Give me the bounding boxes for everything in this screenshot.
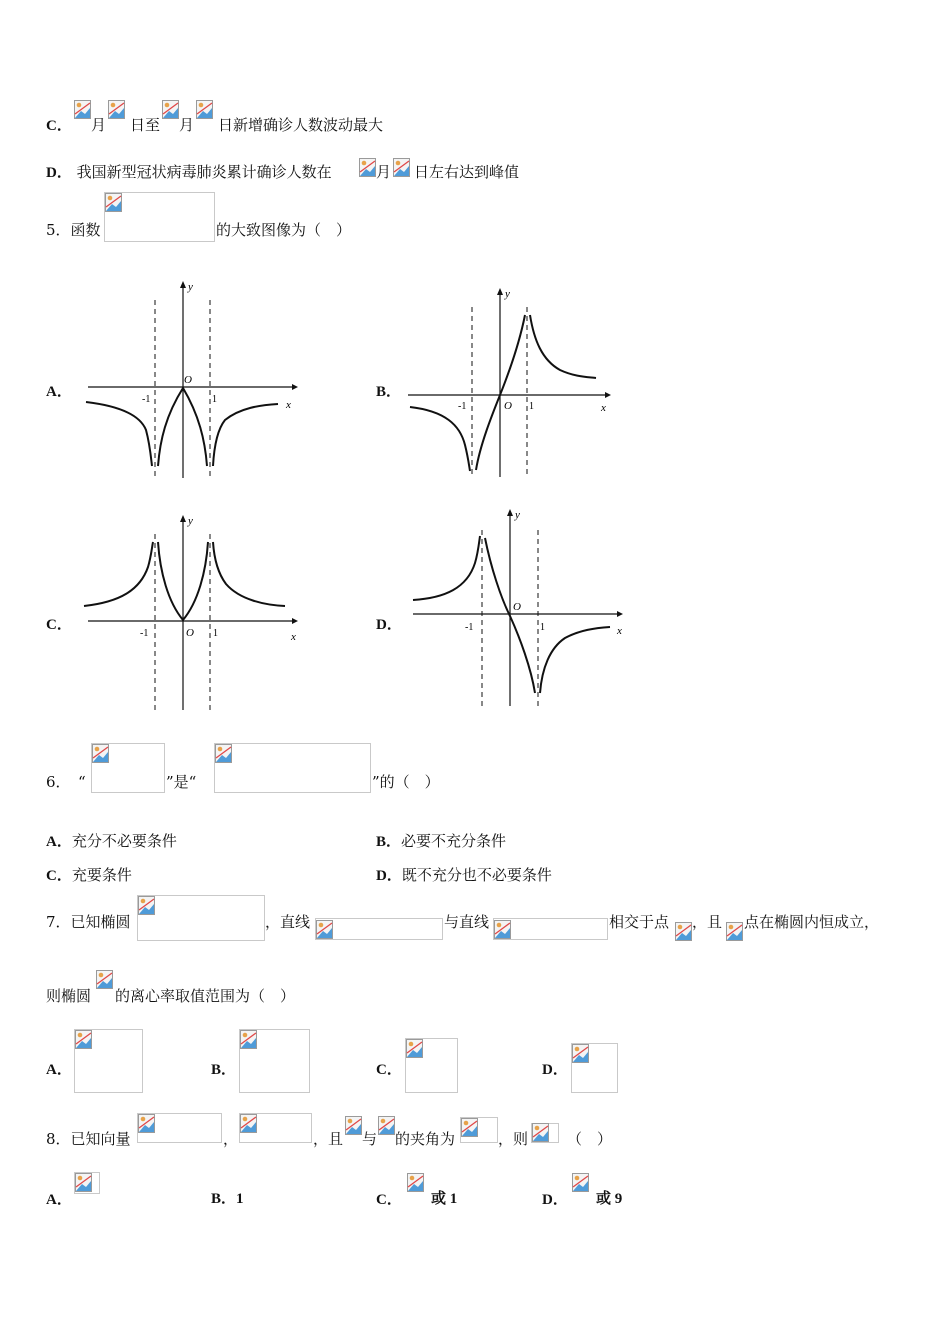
x-axis-arrow <box>292 618 298 624</box>
q7-line2-end <box>115 986 295 1006</box>
q8-text3 <box>313 1129 343 1149</box>
q8-option-d-text <box>596 1188 622 1209</box>
q8-option-c-text <box>431 1188 457 1209</box>
q8-text1: 已知向量 <box>70 1130 131 1148</box>
broken-image-icon <box>92 744 109 763</box>
q7-text6 <box>744 912 879 932</box>
q7-and: ，且 <box>692 913 723 931</box>
question-number: 5． <box>46 221 71 239</box>
curve-left <box>413 536 480 600</box>
tick-label-neg1: -1 <box>465 622 474 633</box>
q7-text5 <box>692 912 722 932</box>
option-label: C． <box>46 118 72 134</box>
x-axis-arrow <box>617 611 623 617</box>
broken-image-icon <box>378 1116 395 1135</box>
q5-post: 的大致图像为（ ） <box>216 221 352 239</box>
curve-center-right <box>183 388 207 466</box>
broken-image-icon <box>572 1173 589 1192</box>
q7-option-d-label[interactable]: D． <box>542 1062 568 1078</box>
broken-image-icon <box>494 920 511 939</box>
tick-label-pos1: 1 <box>212 394 217 405</box>
option-text: 充分不必要条件 <box>71 832 177 850</box>
axis-label-x: x <box>291 631 296 643</box>
option-label: D． <box>376 868 402 884</box>
graph-c <box>80 512 305 712</box>
q7-text3 <box>444 912 489 932</box>
option-text: 或 9 <box>596 1191 623 1207</box>
tick-label-neg1: -1 <box>142 394 151 405</box>
q7-option-a-label[interactable]: A． <box>46 1062 72 1078</box>
q4-d-month: 月 <box>376 163 392 181</box>
curve-right <box>213 404 278 466</box>
broken-image-icon <box>726 922 743 941</box>
broken-image-icon <box>74 100 91 119</box>
question-number: 7． <box>46 913 71 931</box>
curve-left <box>86 402 152 466</box>
broken-image-icon <box>359 158 376 177</box>
q7-ecc-range: 的离心率取值范围为（ ） <box>115 987 296 1005</box>
graph-d <box>405 508 630 708</box>
broken-image-icon <box>532 1123 549 1142</box>
q7-option-c-label[interactable]: C． <box>376 1062 402 1078</box>
curve-left <box>84 542 153 606</box>
q7-then-ellipse: 则椭圆 <box>46 987 92 1005</box>
q5-label-d: D． <box>376 617 402 633</box>
origin-label: O <box>184 374 192 386</box>
broken-image-icon <box>345 1116 362 1135</box>
option-text: 充要条件 <box>71 866 132 884</box>
broken-image-icon <box>316 920 333 939</box>
q4-c-month: 月 <box>91 116 107 134</box>
q4-c-desc: 日新增确诊人数波动最大 <box>218 116 384 134</box>
graph-a <box>80 280 300 480</box>
tick-label-pos1: 1 <box>529 401 534 412</box>
q6-mid <box>166 772 196 792</box>
option-label: D． <box>46 165 72 181</box>
curve-right <box>213 542 285 606</box>
option-label: B． <box>376 834 402 850</box>
broken-image-icon <box>240 1114 257 1133</box>
broken-image-icon <box>572 1044 589 1063</box>
curve-right <box>540 627 610 693</box>
option-text: 1 <box>236 1191 244 1207</box>
q5-stem-end <box>216 220 351 240</box>
q8-option-c-label[interactable]: C． <box>376 1192 402 1208</box>
origin-label: O <box>186 627 194 639</box>
formula-image <box>214 743 371 793</box>
broken-image-icon <box>675 922 692 941</box>
q8-angle: 的夹角为 <box>395 1130 456 1148</box>
tick-label-pos1: 1 <box>213 628 218 639</box>
option-text: 必要不充分条件 <box>401 832 507 850</box>
broken-image-icon <box>105 193 122 212</box>
q8-option-b[interactable] <box>211 1188 244 1209</box>
origin-label: O <box>513 601 521 613</box>
q8-option-d-label[interactable]: D． <box>542 1192 568 1208</box>
q6-number <box>46 772 71 792</box>
q6-option-b[interactable] <box>376 831 506 852</box>
q4-c-day-to: 日至 <box>130 116 161 134</box>
q5-pre: 函数 <box>70 221 101 239</box>
broken-image-icon <box>162 100 179 119</box>
q7-line2-start <box>46 986 91 1006</box>
q8-text4 <box>362 1129 377 1149</box>
q4-d-desc: 日左右达到峰值 <box>414 163 520 181</box>
q6-post: ”的（ ） <box>372 773 440 791</box>
q7-text1: 已知椭圆 <box>70 913 131 931</box>
option-text: 或 1 <box>431 1191 458 1207</box>
y-axis-arrow <box>180 281 186 288</box>
q8-text5 <box>395 1129 455 1149</box>
broken-image-icon <box>138 896 155 915</box>
option-text: 既不充分也不必要条件 <box>401 866 552 884</box>
tick-label-neg1: -1 <box>458 401 467 412</box>
q6-is-text: ”是“ <box>166 773 197 791</box>
q6-option-a[interactable] <box>46 831 177 852</box>
axis-label-y: y <box>505 288 510 300</box>
curve-right <box>530 315 596 378</box>
formula-image <box>137 895 265 941</box>
y-axis-arrow <box>507 509 513 516</box>
q8-comma: ， <box>223 1130 239 1148</box>
y-axis-arrow <box>180 515 186 522</box>
broken-image-icon <box>406 1039 423 1058</box>
q8-stem-start <box>46 1129 131 1149</box>
curve-center-right <box>183 542 208 620</box>
axis-label-x: x <box>617 625 622 637</box>
axis-label-x: x <box>601 402 606 414</box>
q5-label-b: B． <box>376 384 402 400</box>
axis-label-y: y <box>188 515 193 527</box>
broken-image-icon <box>407 1173 424 1192</box>
y-axis-arrow <box>497 288 503 295</box>
q8-and: ，且 <box>313 1130 344 1148</box>
q4-d-text2 <box>376 162 391 182</box>
origin-label: O <box>504 400 512 412</box>
curve-center-left <box>158 542 183 620</box>
q7-text2 <box>265 912 310 932</box>
q7-inside: 点在椭圆内恒成立， <box>744 913 880 931</box>
option-label: C． <box>46 868 72 884</box>
formula-image <box>315 918 443 940</box>
tick-label-neg1: -1 <box>140 628 149 639</box>
x-axis-arrow <box>605 392 611 398</box>
curve-center-left <box>158 388 183 466</box>
q8-text7 <box>567 1129 612 1149</box>
q7-stem-start <box>46 912 131 932</box>
broken-image-icon <box>215 744 232 763</box>
tick-label-pos1: 1 <box>540 622 545 633</box>
q4-option-c <box>46 115 72 136</box>
broken-image-icon <box>461 1118 478 1137</box>
q7-intersect: 相交于点 <box>609 913 670 931</box>
broken-image-icon <box>138 1114 155 1133</box>
x-axis-arrow <box>292 384 298 390</box>
q7-text4 <box>609 912 669 932</box>
q7-and-line: 与直线 <box>444 913 490 931</box>
broken-image-icon <box>196 100 213 119</box>
q8-text6 <box>498 1129 528 1149</box>
q6-end <box>372 772 440 792</box>
axis-label-y: y <box>188 281 193 293</box>
q8-with: 与 <box>362 1130 378 1148</box>
q4-option-d <box>46 162 332 183</box>
q8-then: ，则 <box>498 1130 529 1148</box>
q4-c-text4 <box>218 115 383 135</box>
curve-left <box>410 407 470 471</box>
broken-image-icon <box>108 100 125 119</box>
axis-label-y: y <box>515 509 520 521</box>
q4-d-text3 <box>414 162 519 182</box>
q4-c-text2 <box>130 115 160 135</box>
q4-c-text3 <box>179 115 194 135</box>
q5-label-c: C． <box>46 617 72 633</box>
q4-c-month2: 月 <box>179 116 195 134</box>
q6-open-quote <box>78 772 86 792</box>
q7-option-b-label[interactable]: B． <box>211 1062 237 1078</box>
q8-paren: （ ） <box>567 1130 613 1148</box>
q6-quote-open: “ <box>78 773 86 791</box>
broken-image-icon <box>240 1030 257 1049</box>
broken-image-icon <box>75 1030 92 1049</box>
option-label: A． <box>46 834 72 850</box>
axis-label-x: x <box>286 399 291 411</box>
q6-option-d[interactable] <box>376 865 552 886</box>
broken-image-icon <box>393 158 410 177</box>
q7-line-text: ，直线 <box>265 913 311 931</box>
q5-stem-start <box>46 220 101 240</box>
broken-image-icon <box>75 1173 92 1192</box>
q8-option-a-label[interactable]: A． <box>46 1192 72 1208</box>
q5-label-a: A． <box>46 384 72 400</box>
graph-b <box>400 285 620 480</box>
q6-option-c[interactable] <box>46 865 132 886</box>
question-number: 6． <box>46 773 71 791</box>
option-label: B． <box>211 1191 237 1207</box>
q4-d-text1: 我国新型冠状病毒肺炎累计确诊人数在 <box>76 163 332 181</box>
q4-c-text1 <box>91 115 106 135</box>
question-number: 8． <box>46 1130 71 1148</box>
broken-image-icon <box>96 970 113 989</box>
q8-text2 <box>223 1129 238 1149</box>
